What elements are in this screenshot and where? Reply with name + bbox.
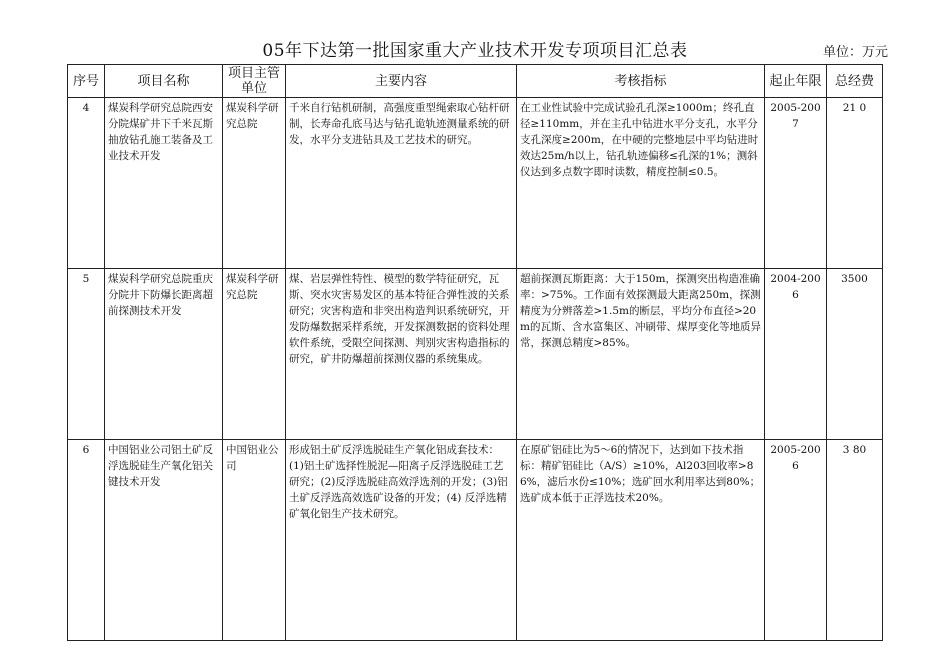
cell-period: 2005-2006 (765, 440, 827, 641)
cell-dept: 煤炭科学研究总院 (223, 269, 286, 440)
header-dept: 项目主管单位 (223, 65, 286, 98)
cell-name: 中国铝业公司铝土矿反浮选脱硅生产氧化铝关键技术开发 (105, 440, 223, 641)
cell-indicators: 在原矿铝硅比为5～6的情况下，达到如下技术指标：精矿铝硅比（A/S）≥10%，Al203回收率>86%，滤后水份≤10%；选矿回水利用率达到80%；选矿成本低于正浮选技术20%。 (517, 440, 765, 641)
projects-table (67, 64, 883, 641)
table-row (68, 269, 883, 440)
cell-period: 2005-2007 (765, 98, 827, 269)
page-title: 05年下达第一批国家重大产业技术开发专项项目汇总表 (262, 41, 688, 61)
cell-dept: 煤炭科学研究总院 (223, 98, 286, 269)
cell-dept: 中国铝业公司 (223, 440, 286, 641)
table-row (68, 98, 883, 269)
cell-content: 千米自行钻机研制，高强度重型绳索取心钻杆研制，长寿命孔底马达与钻孔诡轨迹测量系统的研发，水平分支进钻具及工艺技术的研究。 (286, 98, 517, 269)
table-row (68, 440, 883, 641)
cell-no: 6 (68, 440, 105, 641)
cell-no: 5 (68, 269, 105, 440)
header-name: 项目名称 (105, 65, 223, 98)
cell-name: 煤炭科学研究总院重庆分院井下防爆长距离超前探测技术开发 (105, 269, 223, 440)
header-funds: 总经费 (827, 65, 883, 98)
cell-funds: 3500 (827, 269, 883, 440)
cell-funds: 21 0 (827, 98, 883, 269)
cell-indicators: 超前探测瓦斯距离：大于150m，探测突出构造准确率：>75%。工作面有效探测最大距离250m，探测精度为分辨落差>1.5m的断层，平均分布直径>20m的瓦斯、含水富集区、冲刷带、煤厚变化等地质异常，探测总精度>85%。 (517, 269, 765, 440)
header-indicators: 考核指标 (517, 65, 765, 98)
header-content: 主要内容 (286, 65, 517, 98)
unit-label: 单位：万元 (822, 45, 888, 60)
cell-name: 煤炭科学研究总院西安分院煤矿井下千米瓦斯抽放钻孔施工装备及工业技术开发 (105, 98, 223, 269)
table-header-row (68, 65, 883, 98)
cell-funds: 3 80 (827, 440, 883, 641)
header-period: 起止年限 (765, 65, 827, 98)
cell-period: 2004-2006 (765, 269, 827, 440)
cell-no: 4 (68, 98, 105, 269)
cell-content: 煤、岩层弹性特性、模型的数学特征研究，瓦斯、突水灾害易发区的基本特征合弹性波的关系研究；灾害构造和非突出构造判识系统研究，开发防爆数据采样系统，开发探测数据的资料处理软件系统，受限空间探测、判别灾害构造指标的研究，矿井防爆超前探测仪器的系统集成。 (286, 269, 517, 440)
cell-indicators: 在工业性试验中完成试验孔孔深≥1000m；终孔直径≥110mm，并在主孔中钻进水平分支孔，水平分支孔深度≥200m，在中硬的完整地层中平均钻进时效达25m/h以上，钻孔轨迹偏移≤孔深的1%；测斜仪达到多点数字即时读数，精度控制≤0.5。 (517, 98, 765, 269)
header-no: 序号 (68, 65, 105, 98)
cell-content: 形成铝土矿反浮选脱硅生产氧化铝成套技术：(1)铝土矿选择性脱泥—阳离子反浮选脱硅工艺研究；(2)反浮选脱硅高效浮选剂的开发；(3)铝土矿反浮选高效选矿设备的开发；(4) 反浮选精矿氧化铝生产技术研究。 (286, 440, 517, 641)
